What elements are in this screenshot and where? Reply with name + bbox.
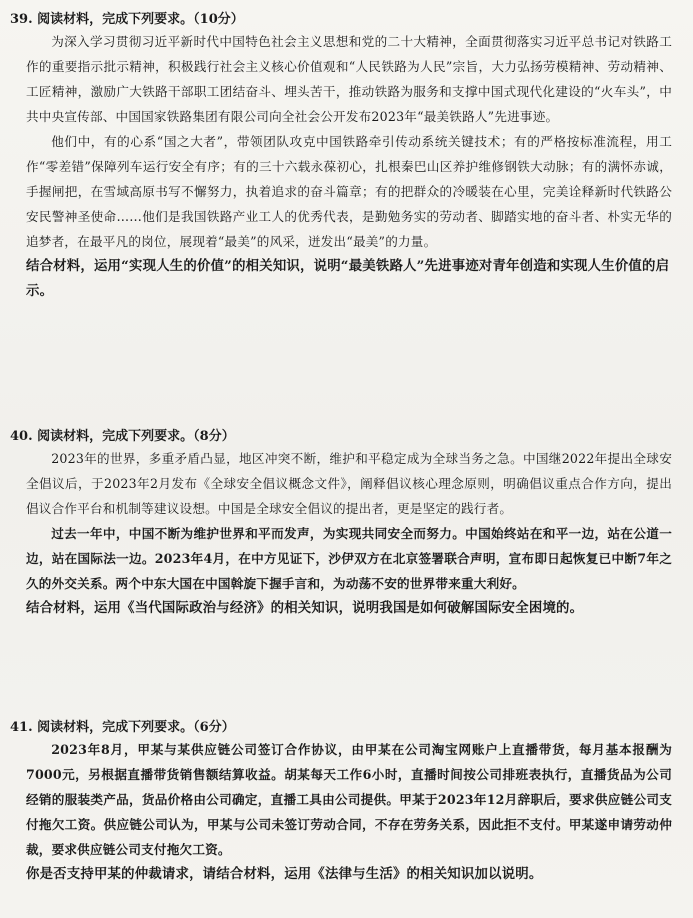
question-41 [10,718,672,887]
question-heading: 41. 阅读材料，完成下列要求。（6分） [10,720,235,735]
material-paragraph: 2023年8月，甲某与某供应链公司签订合作协议，由甲某在公司淘宝网账户上直播带货，每月基本报酬为7000元，另根据直播带货销售额结算收益。胡某每天工作6小时，直播时间按公司排班表执行，直播货品为公司经销的服装类产品，货品价格由公司确定，直播工具由公司提供。甲某于2023年12月辞职后，要求供应链公司支付拖欠工资。供应链公司认为，甲某与公司未签订劳动合同，不存在劳务关系，因此拒不支付。甲某遂申请劳动仲裁，要求供应链公司支付拖欠工资。 [26,742,672,857]
question-prompt: 你是否支持甲某的仲裁请求，请结合材料，运用《法律与生活》的相关知识加以说明。 [26,866,543,882]
question-40 [10,427,672,621]
question-heading: 40. 阅读材料，完成下列要求。（8分） [10,429,235,444]
question-39 [10,10,672,304]
material-paragraph: 过去一年中，中国不断为维护世界和平而发声，为实现共同安全而努力。中国始终站在和平一边，站在公道一边，站在国际法一边。2023年4月，在中方见证下，沙伊双方在北京签署联合声明，宣布即日起恢复已中断7年之久的外交关系。两个中东大国在中国斡旋下握手言和，为动荡不安的世界带来重大利好。 [26,526,672,591]
material-paragraph: 他们中，有的心系“国之大者”，带领团队攻克中国铁路牵引传动系统关键技术；有的严格按标准流程，用工作“零差错”保障列车运行安全有序；有的三十六载永葆初心，扎根秦巴山区养护维修钢铁大动脉；有的满怀赤诚，手握闸把，在雪域高原书写不懈努力，执着追求的奋斗篇章；有的把群众的冷暖装在心里，完美诠释新时代铁路公安民警神圣使命……他们是我国铁路产业工人的优秀代表，是勤勉务实的劳动者、脚踏实地的奋斗者、朴实无华的追梦者，在最平凡的岗位，展现着“最美”的风采，迸发出“最美”的力量。 [26,134,672,249]
question-prompt: 结合材料，运用《当代国际政治与经济》的相关知识，说明我国是如何破解国际安全困境的。 [26,600,584,616]
material-paragraph: 为深入学习贯彻习近平新时代中国特色社会主义思想和党的二十大精神，全面贯彻落实习近平总书记对铁路工作的重要指示批示精神，积极践行社会主义核心价值观和“人民铁路为人民”宗旨，大力弘扬劳模精神、劳动精神、工匠精神，激励广大铁路干部职工团结奋斗、埋头苦干，推动铁路为服务和支撑中国式现代化建设的“火车头”，中共中央宣传部、中国国家铁路集团有限公司向全社会公开发布2023年“最美铁路人”先进事迹。 [26,34,672,124]
material-paragraph: 2023年的世界，多重矛盾凸显，地区冲突不断，维护和平稳定成为全球当务之急。中国继2022年提出全球安全倡议后，于2023年2月发布《全球安全倡议概念文件》，阐释倡议核心理念原则，明确倡议重点合作方向，提出倡议合作平台和机制等建议设想。中国是全球安全倡议的提出者，更是坚定的践行者。 [26,451,672,516]
question-prompt: 结合材料，运用“实现人生的价值”的相关知识，说明“最美铁路人”先进事迹对青年创造和实现人生价值的启示。 [26,258,670,299]
question-heading: 39. 阅读材料，完成下列要求。（10分） [10,12,244,27]
